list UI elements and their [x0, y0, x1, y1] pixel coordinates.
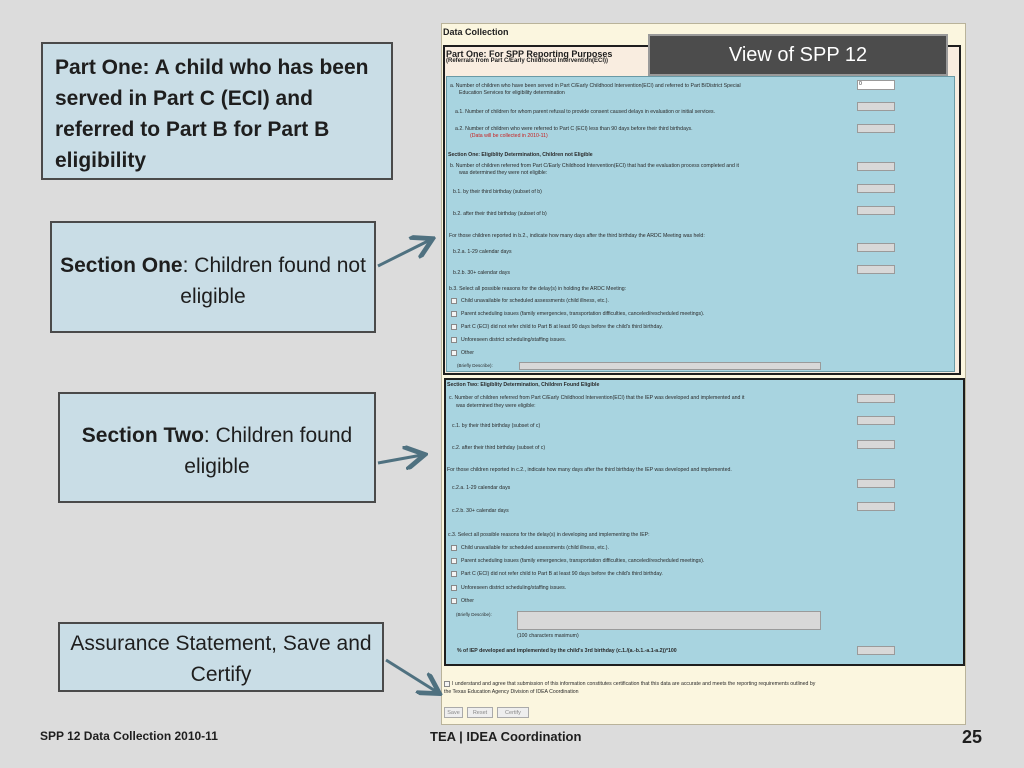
- b3-reason-3: Part C (ECI) did not refer child to Part B at least 90 days before the child's third birthday.: [461, 324, 663, 330]
- input-b2b[interactable]: [857, 265, 895, 274]
- arrow-section-one: [378, 240, 430, 266]
- input-a2[interactable]: [857, 124, 895, 133]
- checkbox-c3-other[interactable]: [451, 598, 457, 604]
- pct-label: % of IEP developed and implemented by the child's 3rd birthday (c.1./(a.-b.1.-a.1-a.2))*100: [457, 648, 677, 654]
- reset-button[interactable]: Reset: [467, 707, 493, 718]
- part-one-subtitle: (Referrals from Part C/Early Childhood Intervention(ECI)): [446, 58, 609, 64]
- callout-section-one-text: : Children found not eligible: [180, 254, 366, 308]
- question-b1: b.1. by their third birthday (subset of b): [453, 189, 542, 195]
- input-c[interactable]: [857, 394, 895, 403]
- input-c2b[interactable]: [857, 502, 895, 511]
- callout-part-one-text: Part One: A child who has been served in Part C (ECI) and referred to Part B for Part B eligibility: [55, 56, 369, 172]
- question-b3: b.3. Select all possible reasons for the delay(s) in holding the ARDC Meeting:: [449, 286, 627, 292]
- part-one-title: Part One: For SPP Reporting Purposes: [446, 49, 613, 59]
- section-two-title: Section Two: Eligiblity Determination, Children Found Eligible: [447, 382, 600, 388]
- callout-section-two-text: : Children found eligible: [184, 424, 353, 478]
- checkbox-b3-other[interactable]: [451, 350, 457, 356]
- question-b2-note: For those children reported in b.2., indicate how many days after the third birthday the ARDC Meeting was held:: [449, 233, 705, 239]
- input-c2a[interactable]: [857, 479, 895, 488]
- b3-reason-2: Parent scheduling issues (family emergencies, transportation difficulties, canceled/rescheduled meetings).: [461, 311, 705, 317]
- c3-max-chars: (100 characters maximum): [517, 633, 579, 639]
- question-c2b: c.2.b. 30+ calendar days: [452, 508, 509, 514]
- certify-button[interactable]: Certify: [497, 707, 529, 718]
- question-c3: c.3. Select all possible reasons for the delay(s) in developing and implementing the IEP:: [448, 532, 650, 538]
- c3-reason-3: Part C (ECI) did not refer child to Part B at least 90 days before the child's third birthday.: [461, 571, 663, 577]
- b3-reason-other: Other: [461, 350, 474, 356]
- question-c2a: c.2.a. 1-29 calendar days: [452, 485, 511, 491]
- checkbox-b3-reason-2[interactable]: [451, 311, 457, 317]
- callout-section-one-title: Section One: [60, 254, 183, 277]
- input-a1[interactable]: [857, 102, 895, 111]
- question-a1: a.1. Number of children for whom parent refusal to provide consent caused delays in evaluation or initial services.: [455, 109, 716, 115]
- checkbox-b3-reason-4[interactable]: [451, 337, 457, 343]
- c3-reason-1: Child unavailable for scheduled assessments (child illness, etc.).: [461, 545, 609, 551]
- b3-reason-1: Child unavailable for scheduled assessments (child illness, etc.).: [461, 298, 609, 304]
- question-a2: a.2. Number of children who were referred to Part C (ECI) less than 90 days before their third birthdays.: [455, 126, 693, 132]
- input-c1[interactable]: [857, 416, 895, 425]
- view-banner: [648, 34, 948, 76]
- question-b2a: b.2.a. 1-29 calendar days: [453, 249, 512, 255]
- checkbox-c3-reason-1[interactable]: [451, 545, 457, 551]
- c3-briefly-label: (Briefly Describe):: [456, 612, 492, 617]
- input-b2a[interactable]: [857, 243, 895, 252]
- question-b2: b.2. after their third birthday (subset of b): [453, 211, 547, 217]
- assurance-checkbox[interactable]: [444, 681, 450, 687]
- input-a[interactable]: 0: [857, 80, 895, 90]
- footer-middle: TEA | IDEA Coordination: [430, 729, 582, 744]
- callout-section-one: [50, 221, 376, 333]
- input-pct[interactable]: [857, 646, 895, 655]
- footer-left: SPP 12 Data Collection 2010-11: [40, 729, 218, 743]
- checkbox-c3-reason-4[interactable]: [451, 585, 457, 591]
- question-a2-note: (Data will be collected in 2010-11): [470, 133, 548, 139]
- view-banner-text: View of SPP 12: [728, 44, 868, 66]
- b3-briefly-label: (Briefly Describe):: [457, 363, 493, 368]
- question-b2b: b.2.b. 30+ calendar days: [453, 270, 510, 276]
- page-number: 25: [962, 727, 983, 747]
- input-b1[interactable]: [857, 184, 895, 193]
- callout-part-one: [41, 42, 393, 180]
- assurance-line1: I understand and agree that submission of this information constitutes certification that this data are accurate and meets the reporting requirements outlined by: [452, 681, 816, 687]
- question-c2-note: For those children reported in c.2., indicate how many days after the third birthday the IEP was developed and implemented.: [447, 467, 732, 473]
- checkbox-c3-reason-3[interactable]: [451, 571, 457, 577]
- callout-section-two-title: Section Two: [81, 424, 204, 447]
- question-a-line1: a. Number of children who have been served in Part C/Early Childhood Intervention(ECI) and referred to Part B/District Special: [450, 83, 741, 89]
- c3-describe-textarea[interactable]: [517, 611, 821, 630]
- c3-reason-2: Parent scheduling issues (family emergencies, transportation difficulties, canceled/rescheduled meetings).: [461, 558, 705, 564]
- arrow-section-two: [378, 455, 422, 463]
- section-one-title: Section One: Eligiblity Determination, Children not Eligible: [448, 152, 593, 158]
- c3-reason-4: Unforeseen district scheduling/staffing issues.: [461, 585, 567, 591]
- callout-assurance-text: Assurance Statement, Save and Certify: [70, 632, 372, 686]
- question-c1: c.1. by their third birthday (subset of c): [452, 423, 541, 429]
- b3-describe-textarea[interactable]: [519, 362, 821, 370]
- question-a-line2: Education Services for eligibility determination: [459, 90, 565, 96]
- assurance-line2: the Texas Education Agency Division of IDEA Coordination: [444, 689, 579, 695]
- question-b-line2: was determined they were not eligible:: [459, 170, 548, 176]
- arrow-assurance: [386, 660, 437, 692]
- question-c-line2: was determined they were eligible:: [456, 403, 536, 409]
- input-b2[interactable]: [857, 206, 895, 215]
- save-button[interactable]: Save: [444, 707, 463, 718]
- input-c2[interactable]: [857, 440, 895, 449]
- form-title: Data Collection: [443, 27, 509, 37]
- question-b-line1: b. Number of children referred from Part C/Early Childhood Intervention(ECI) that had the evaluation process completed and it: [450, 163, 739, 169]
- callout-assurance: [58, 622, 384, 692]
- checkbox-b3-reason-1[interactable]: [451, 298, 457, 304]
- input-b[interactable]: [857, 162, 895, 171]
- checkbox-b3-reason-3[interactable]: [451, 324, 457, 330]
- checkbox-c3-reason-2[interactable]: [451, 558, 457, 564]
- b3-reason-4: Unforeseen district scheduling/staffing issues.: [461, 337, 567, 343]
- callout-section-two: [58, 392, 376, 503]
- question-c2: c.2. after their third birthday (subset of c): [452, 445, 546, 451]
- c3-reason-other: Other: [461, 598, 474, 604]
- question-c-line1: c. Number of children referred from Part C/Early Childhood Intervention(ECI) that the IEP was developed and implemented and it: [449, 395, 745, 401]
